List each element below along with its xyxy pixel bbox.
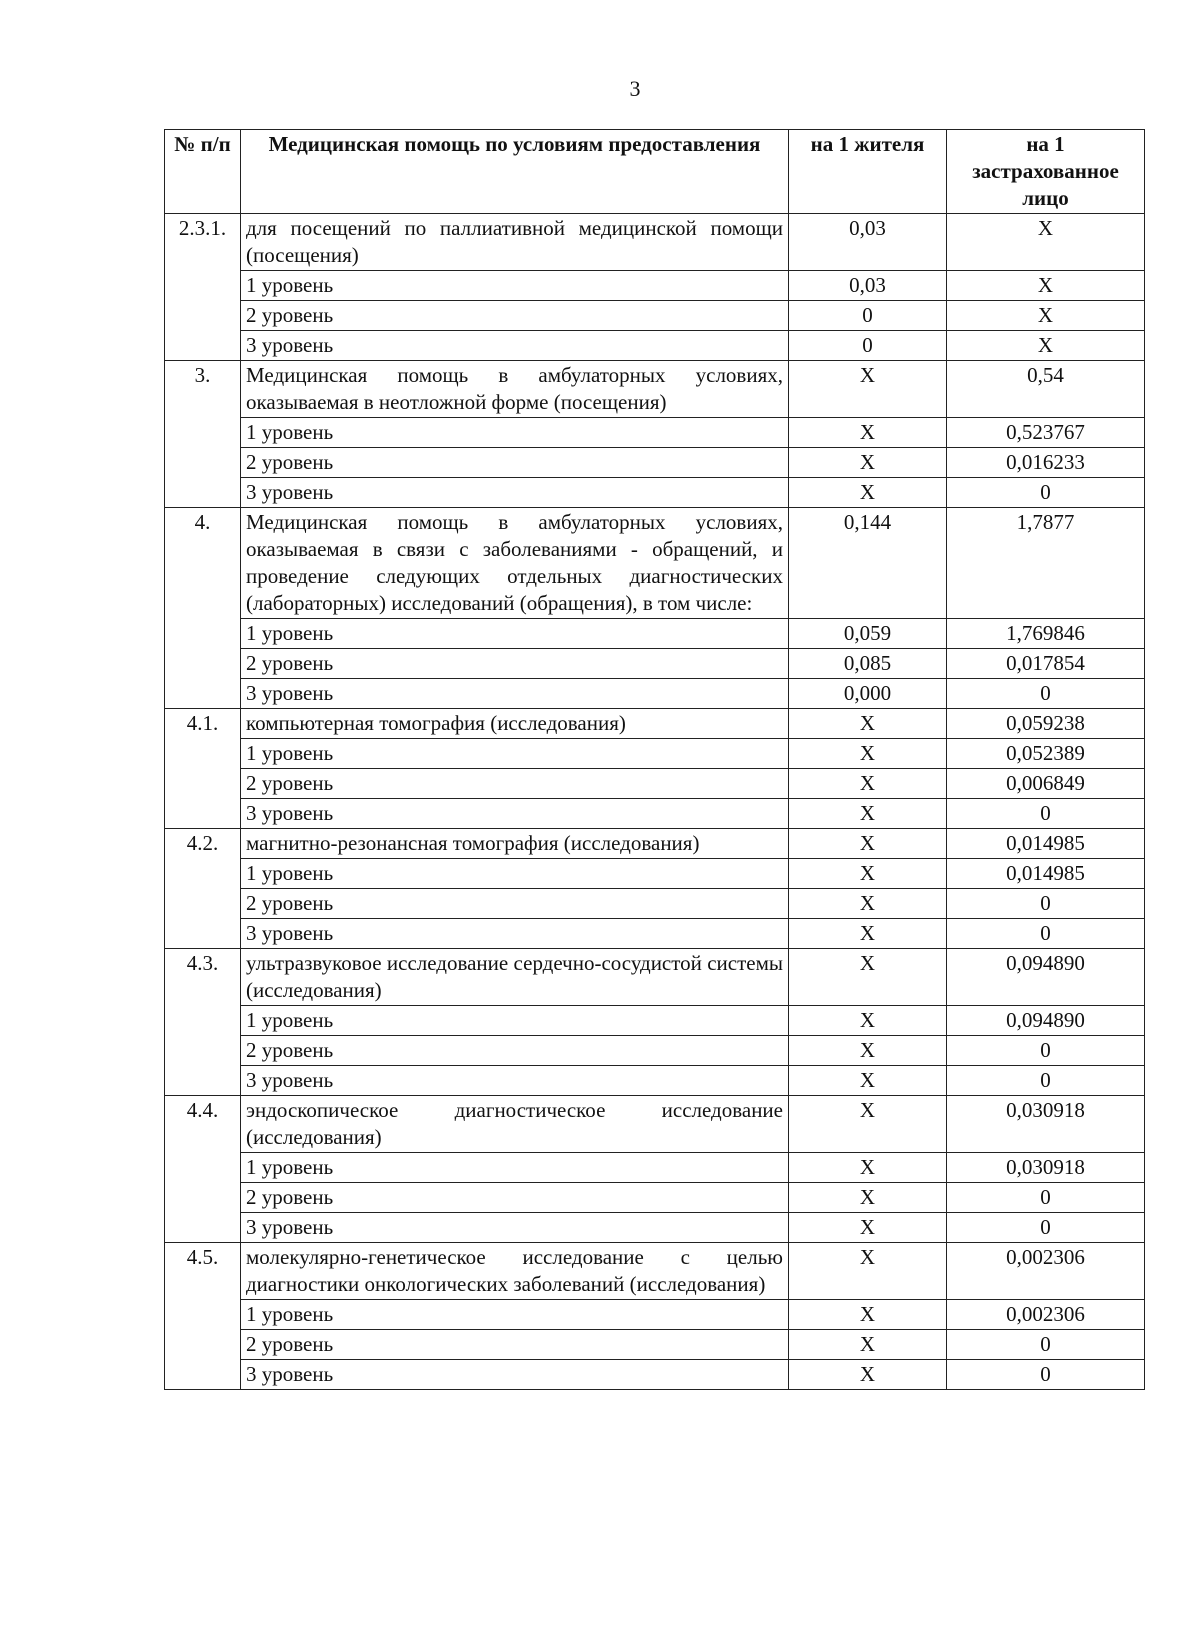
row-per-resident: 0,03 [789,214,947,271]
level-row [165,889,1145,919]
row-description: ультразвуковое исследование сердечно-сосудистой системы (исследования) [241,949,789,1006]
level-label: 1 уровень [241,271,789,301]
level-row [165,769,1145,799]
level-row [165,649,1145,679]
level-row [165,1213,1145,1243]
row-per-resident: X [789,709,947,739]
level-row [165,799,1145,829]
row-number: 3. [165,361,241,508]
row-per-insured: 0,014985 [947,829,1145,859]
level-per-resident: X [789,1213,947,1243]
row-number: 2.3.1. [165,214,241,361]
level-per-resident: X [789,889,947,919]
level-per-resident: X [789,1183,947,1213]
level-per-insured: 0 [947,478,1145,508]
level-label: 2 уровень [241,301,789,331]
level-label: 1 уровень [241,1153,789,1183]
row-per-resident: 0,144 [789,508,947,619]
row-per-resident: X [789,1243,947,1300]
level-label: 1 уровень [241,619,789,649]
level-per-insured: 0 [947,1066,1145,1096]
header-description: Медицинская помощь по условиям предоставления [241,130,789,214]
row-description: магнитно-резонансная томография (исследования) [241,829,789,859]
level-per-resident: X [789,769,947,799]
level-per-resident: 0,085 [789,649,947,679]
row-description: Медицинская помощь в амбулаторных условиях, оказываемая в неотложной форме (посещения) [241,361,789,418]
row-number: 4.4. [165,1096,241,1243]
header-num: № п/п [165,130,241,214]
level-row [165,619,1145,649]
header-per-resident: на 1 жителя [789,130,947,214]
level-row [165,1300,1145,1330]
level-label: 3 уровень [241,919,789,949]
level-per-insured: 0 [947,799,1145,829]
level-per-insured: 0,523767 [947,418,1145,448]
level-per-insured: 1,769846 [947,619,1145,649]
row-per-insured: 0,54 [947,361,1145,418]
level-row [165,448,1145,478]
level-per-insured: 0 [947,1036,1145,1066]
row-number: 4.2. [165,829,241,949]
level-per-resident: X [789,448,947,478]
row-description: Медицинская помощь в амбулаторных условиях, оказываемая в связи с заболеваниями - обращений, и проведение следующих отдельных диагностических (лабораторных) исследований (обращения), в том числе: [241,508,789,619]
level-per-insured: 0 [947,1330,1145,1360]
row-description: для посещений по паллиативной медицинской помощи (посещения) [241,214,789,271]
level-per-insured: 0,014985 [947,859,1145,889]
level-row [165,1183,1145,1213]
level-per-resident: 0,000 [789,679,947,709]
level-per-insured: 0 [947,1183,1145,1213]
level-per-resident: X [789,478,947,508]
level-per-insured: 0,002306 [947,1300,1145,1330]
table-row [165,949,1145,1006]
level-per-resident: X [789,919,947,949]
row-description: молекулярно-генетическое исследование с целью диагностики онкологических заболеваний (исследования) [241,1243,789,1300]
level-row [165,1066,1145,1096]
row-per-insured: X [947,214,1145,271]
row-per-insured: 0,002306 [947,1243,1145,1300]
row-per-resident: X [789,361,947,418]
level-row [165,1360,1145,1390]
level-per-resident: 0 [789,331,947,361]
level-per-resident: X [789,859,947,889]
level-label: 1 уровень [241,859,789,889]
level-per-insured: X [947,331,1145,361]
level-row [165,418,1145,448]
row-description: эндоскопическое диагностическое исследование (исследования) [241,1096,789,1153]
level-label: 2 уровень [241,1036,789,1066]
level-row [165,1036,1145,1066]
level-row [165,331,1145,361]
level-per-resident: X [789,1330,947,1360]
table-row [165,214,1145,271]
level-per-resident: X [789,739,947,769]
level-per-resident: X [789,1006,947,1036]
level-per-insured: 0,030918 [947,1153,1145,1183]
header-per-insured: на 1 застрахованное лицо [947,130,1145,214]
level-per-resident: X [789,1300,947,1330]
level-per-resident: X [789,1360,947,1390]
level-label: 3 уровень [241,679,789,709]
row-number: 4.3. [165,949,241,1096]
level-per-insured: 0 [947,1360,1145,1390]
table-row [165,829,1145,859]
table-row [165,1243,1145,1300]
level-per-insured: 0 [947,679,1145,709]
level-per-resident: X [789,418,947,448]
level-per-insured: 0 [947,1213,1145,1243]
level-row [165,301,1145,331]
level-per-resident: X [789,799,947,829]
row-per-insured: 0,030918 [947,1096,1145,1153]
table-row [165,1096,1145,1153]
page-number: 3 [629,76,641,101]
row-per-insured: 1,7877 [947,508,1145,619]
table-header-row [165,130,1145,214]
row-per-resident: X [789,1096,947,1153]
level-label: 2 уровень [241,769,789,799]
level-row [165,919,1145,949]
row-number: 4.5. [165,1243,241,1390]
level-per-insured: 0,006849 [947,769,1145,799]
row-number: 4.1. [165,709,241,829]
level-row [165,679,1145,709]
level-per-insured: 0 [947,889,1145,919]
level-per-insured: 0,016233 [947,448,1145,478]
table-body [165,214,1145,1390]
level-label: 3 уровень [241,331,789,361]
level-per-resident: X [789,1066,947,1096]
level-label: 2 уровень [241,889,789,919]
level-per-insured: X [947,301,1145,331]
level-label: 2 уровень [241,1330,789,1360]
level-per-resident: X [789,1036,947,1066]
level-label: 1 уровень [241,418,789,448]
level-per-resident: 0 [789,301,947,331]
row-description: компьютерная томография (исследования) [241,709,789,739]
level-per-resident: X [789,1153,947,1183]
level-label: 3 уровень [241,1066,789,1096]
row-number: 4. [165,508,241,709]
norms-table [164,129,1145,1390]
level-label: 3 уровень [241,799,789,829]
level-label: 2 уровень [241,1183,789,1213]
level-label: 1 уровень [241,1300,789,1330]
level-label: 3 уровень [241,1360,789,1390]
level-row [165,1153,1145,1183]
level-per-insured: 0,017854 [947,649,1145,679]
level-label: 3 уровень [241,1213,789,1243]
level-row [165,859,1145,889]
table-row [165,361,1145,418]
row-per-resident: X [789,949,947,1006]
table-row [165,709,1145,739]
level-label: 1 уровень [241,739,789,769]
level-label: 2 уровень [241,448,789,478]
level-row [165,739,1145,769]
level-per-insured: 0,094890 [947,1006,1145,1036]
level-label: 1 уровень [241,1006,789,1036]
level-label: 3 уровень [241,478,789,508]
level-row [165,1006,1145,1036]
level-per-insured: 0 [947,919,1145,949]
row-per-resident: X [789,829,947,859]
level-per-resident: 0,059 [789,619,947,649]
level-row [165,271,1145,301]
level-per-insured: X [947,271,1145,301]
row-per-insured: 0,059238 [947,709,1145,739]
level-row [165,1330,1145,1360]
level-per-resident: 0,03 [789,271,947,301]
level-label: 2 уровень [241,649,789,679]
table-row [165,508,1145,619]
row-per-insured: 0,094890 [947,949,1145,1006]
level-row [165,478,1145,508]
level-per-insured: 0,052389 [947,739,1145,769]
